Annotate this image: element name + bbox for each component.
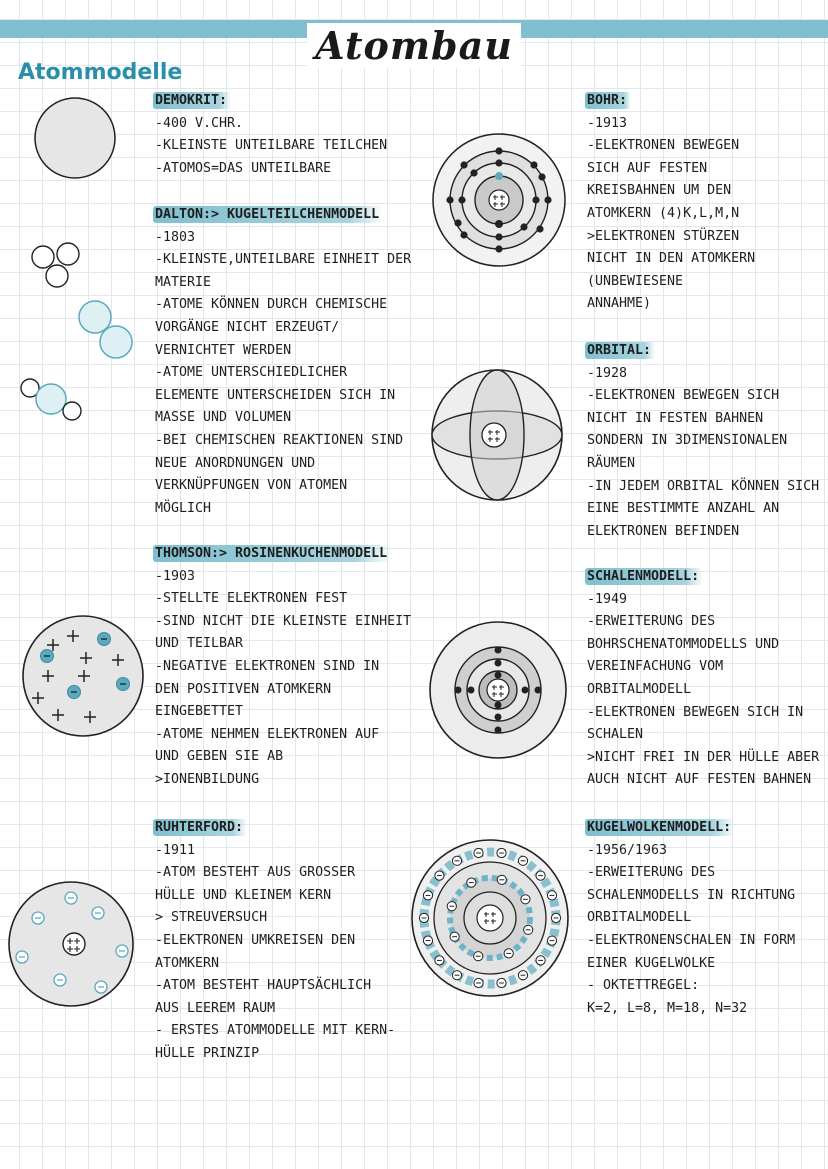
note-line: MASSE UND VOLUMEN [155,410,292,426]
note-line: -ELEKTRONEN BEWEGEN SICH IN [587,704,804,720]
note-line: SONDERN IN 3DIMENSIONALEN [587,433,788,449]
note-dalton [155,204,411,520]
note-line: VORGÄNGE NICHT ERZEUGT/ [155,319,340,335]
note-line: -1911 [155,842,196,858]
note-line: UND GEBEN SIE AB [155,749,284,765]
note-line: -1803 [155,229,196,245]
note-line: -ATOM BESTEHT AUS GROSSER [155,865,356,881]
page-title: Atombau [0,23,828,68]
note-heading: DALTON:> KUGELTEILCHENMODELL [153,206,383,223]
note-line: -ELEKTRONEN UMKREISEN DEN [155,932,356,948]
note-line: EINGEBETTET [155,704,244,720]
note-line: ORBITALMODELL [587,681,692,697]
note-line: HÜLLE PRINZIP [155,1045,260,1061]
note-line: -KLEINSTE UNTEILBARE TEILCHEN [155,138,388,154]
note-kugelwolkenmodell [587,817,795,1020]
note-line: SCHALENMODELLS IN RICHTUNG [587,887,796,903]
note-line: -BEI CHEMISCHEN REAKTIONEN SIND [155,432,404,448]
kugelwolkenmodell-atom-drawing [410,838,570,998]
note-line: ELEMENTE UNTERSCHEIDEN SICH IN [155,387,396,403]
note-heading: DEMOKRIT: [153,92,231,109]
note-line: - ERSTES ATOMMODELLE MIT KERN- [155,1023,396,1039]
note-line: ATOMKERN (4)K,L,M,N [587,205,740,221]
note-thomson [155,543,411,792]
demokrit-atom-drawing [30,98,120,188]
note-line: ANNAHME) [587,296,652,312]
note-line: RÄUMEN [587,455,636,471]
note-heading: KUGELWOLKENMODELL: [585,819,735,836]
note-line: -ELEKTRONEN BEWEGEN [587,138,740,154]
note-line: ATOMKERN [155,955,220,971]
note-line: ORBITALMODELL [587,910,692,926]
note-line: -ATOMOS=DAS UNTEILBARE [155,160,332,176]
note-bohr [587,90,755,316]
note-line: -1956/1963 [587,842,668,858]
note-line: KREISBAHNEN UM DEN [587,183,732,199]
note-line: > STREUVERSUCH [155,910,268,926]
note-line: ELEKTRONEN BEFINDEN [587,523,740,539]
note-orbital [587,340,819,543]
note-line: MÖGLICH [155,500,212,516]
thomson-atom-drawing [18,614,148,744]
note-line: EINER KUGELWOLKE [587,955,716,971]
note-line: BOHRSCHENATOMMODELLS UND [587,636,780,652]
note-line: -KLEINSTE,UNTEILBARE EINHEIT DER [155,252,412,268]
note-line: EINE BESTIMMTE ANZAHL AN [587,501,780,517]
note-heading: SCHALENMODELL: [585,568,703,585]
note-line: -ELEKTRONENSCHALEN IN FORM [587,932,796,948]
note-line: -ATOME NEHMEN ELEKTRONEN AUF [155,726,380,742]
note-line: -ERWEITERUNG DES [587,865,716,881]
note-line: >IONENBILDUNG [155,771,260,787]
note-line: -1913 [587,115,628,131]
note-line: -1903 [155,568,196,584]
note-line: NICHT IN DEN ATOMKERN [587,251,756,267]
note-schalenmodell [587,566,819,792]
note-line: AUCH NICHT AUF FESTEN BAHNEN [587,772,812,788]
note-heading: RUHTERFORD: [153,819,247,836]
note-line: -ELEKTRONEN BEWEGEN SICH [587,388,780,404]
orbital-atom-drawing [430,368,565,503]
note-line: VERNICHTET WERDEN [155,342,292,358]
note-line: -1928 [587,365,628,381]
note-line: K=2, L=8, M=18, N=32 [587,1000,748,1016]
note-rutherford [155,817,395,1066]
note-line: -ATOME UNTERSCHIEDLICHER [155,365,348,381]
note-line: >ELEKTRONEN STÜRZEN [587,228,740,244]
note-heading: ORBITAL: [585,342,655,359]
note-line: -400 V.CHR. [155,115,244,131]
note-heading: BOHR: [585,92,631,109]
note-heading: THOMSON:> ROSINENKUCHENMODELL [153,545,391,562]
note-line: - OKTETTREGEL: [587,978,700,994]
note-line: NICHT IN FESTEN BAHNEN [587,410,764,426]
note-line: SICH AUF FESTEN [587,160,708,176]
note-line: >NICHT FREI IN DER HÜLLE ABER [587,749,820,765]
note-line: DEN POSITIVEN ATOMKERN [155,681,332,697]
note-line: MATERIE [155,274,212,290]
note-line: -IN JEDEM ORBITAL KÖNNEN SICH [587,478,820,494]
note-line: (UNBEWIESENE [587,273,684,289]
note-demokrit [155,90,387,180]
dalton-spheres-drawing [25,235,145,430]
note-line: SCHALEN [587,727,644,743]
note-line: -STELLTE ELEKTRONEN FEST [155,591,348,607]
note-line: AUS LEEREM RAUM [155,1000,276,1016]
note-line: -ATOME KÖNNEN DURCH CHEMISCHE [155,297,388,313]
note-line: VERKNÜPFUNGEN VON ATOMEN [155,478,348,494]
note-line: -ERWEITERUNG DES [587,614,716,630]
bohr-atom-drawing [432,133,567,268]
note-line: NEUE ANORDNUNGEN UND [155,455,316,471]
note-line: -ATOM BESTEHT HAUPTSÄCHLICH [155,978,372,994]
note-line: -SIND NICHT DIE KLEINSTE EINHEIT [155,613,412,629]
note-line: -1949 [587,591,628,607]
rutherford-atom-drawing [8,880,138,1015]
note-line: VEREINFACHUNG VOM [587,659,724,675]
schalenmodell-atom-drawing [428,620,568,760]
note-line: HÜLLE UND KLEINEM KERN [155,887,332,903]
section-title: Atommodelle [18,60,183,85]
note-line: -NEGATIVE ELEKTRONEN SIND IN [155,658,380,674]
note-line: UND TEILBAR [155,636,244,652]
